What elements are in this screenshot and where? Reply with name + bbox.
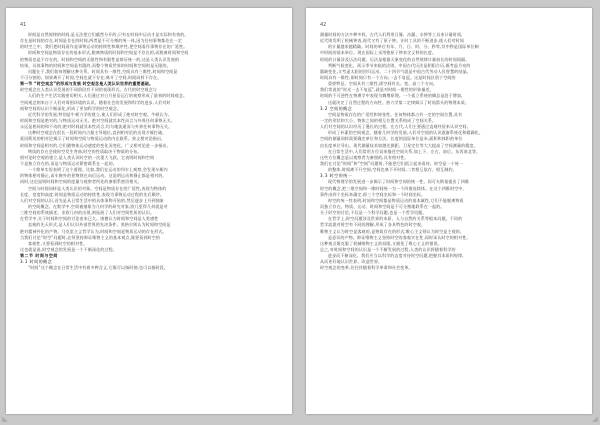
text-line: 判断气候变化、预示季节来临的法则。中国古代历法是阴阳合历,既考虑月亮的 (328, 62, 471, 68)
text-line: 这种时空观念在很长一段时间内占据主导地位,直到相对论的出现才被打破。 (28, 130, 167, 136)
text-line: 这种观点既克服了机械唯物主义的局限,又避免了唯心主义的错误。 (320, 240, 442, 246)
text-line: 这些方位概念是以观察者为参照的,具有相对性。 (320, 154, 409, 160)
text-line: 中时间的基本单位。现在国际上采用铯原子钟来定义秒的长度。 (320, 50, 437, 56)
text-line: 时间是自然规律的时间,是无法把它们截然分开的,只有在时间中运动才是实际和有效的。 (28, 32, 189, 37)
text-line: 事件由四个坐标来确定,即三个空间坐标和一个时间坐标。 (320, 191, 426, 197)
text-line: 第一节 “时空观念”的形成与发展 时空观念是人类认识世界的重要基础。 (20, 81, 154, 87)
text-line: 在哲学上,时空问题涉及世界的本原、人与自然的关系等根本问题。不同的 (328, 216, 463, 222)
text-line: 一个简单实验表明了这个道理。比如,我们在运动的列车上观察,会发现车厢内 (28, 167, 168, 173)
text-line: 的时空之中。我们把时间看作是事物运动的持续性和顺序性,把空间看作事物存在的广延性。 (20, 44, 188, 50)
page-fold-icon: ◢ (592, 415, 598, 423)
text-line: 时间的计量涉及历法问题。历法是根据天象变化的自然规律计量较长的时间间隔、 (320, 56, 470, 62)
text-line: 空间的测量同样需要确定单位和方法。长度的国际单位是米,面积和体积的单位 (320, 136, 463, 142)
text-line: 时间具有一维性,即时间只有一个方向,一去不复返。这是时间区别于空间的 (320, 74, 456, 80)
text-line: 近代则发明了机械钟表,现代又有了原子钟。计时工具的不断进步,使人们对时间 (320, 38, 464, 44)
text-line: 空间观念则来自于人们对周围环境的认识。随着社会的发展和科学的进步,人们对时 (20, 99, 171, 105)
subsection-heading: 3.3 时空的统一 (320, 173, 353, 179)
text-line: 直观的先天形式,是人们认识外部世界的先决条件。黑格尔则认为时间和空间是 (28, 222, 171, 228)
text-line: 唯物主义认为时空是客观的,是物质存在的形式;唯心主义则认为时空是主观的, (320, 228, 462, 234)
text-line: 形成了朴素的空间观念。随着几何学的发展,人们对空间的认识逐渐系统化和精确化。 (328, 130, 483, 136)
text-line: 我们在讨论“时间”和“空间”问题时,不能把它们孤立起来看待。时空是一个统一 (320, 160, 464, 166)
right-page (306, 8, 592, 414)
text-line: 的整体,时间离不开空间,空间也离不开时间,二者相互依存、相互制约。 (328, 167, 457, 173)
text-line: 空间是物质存在的广延性和伸张性。任何物体都占有一定的空间位置,具有 (328, 111, 463, 117)
text-line: 的物体相对静止,而车窗外的景物则在向后运动。这说明运动和静止都是相对的。 (20, 173, 167, 179)
text-line: 这就决定了自然过程的方向性。热力学第二定律揭示了时间箭头的物理本质。 (328, 99, 470, 105)
text-line: 客观性,又要看到时空的相对性。 (28, 240, 88, 246)
text-line: 时空观念在人类认识发展的不同阶段有不同的表现形式。古代的时空观念与 (20, 87, 157, 93)
page-body (20, 32, 278, 271)
text-line: 间和空间的认识不断深化,形成了更加科学的时空观念。 (20, 105, 122, 111)
text-line: 哲学流派对时空有不同的理解,形成了各具特色的时空观。 (320, 222, 426, 228)
left-page (6, 8, 292, 414)
text-line: 这也就是说,时空观念的发展是一个不断深化的过程。 (20, 246, 117, 252)
text-line: 相对论时空观的建立,是人类认识时空的一次重大飞跃。它表明时间和空间 (20, 154, 155, 160)
text-line: 三维空间的系统描述。非欧几何的出现,则拓展了人们对空间性质的认识。 (20, 210, 155, 216)
text-line: 爱因斯坦的相对论揭示了时间和空间与物质运动的内在联系。狭义相对论指出, (20, 136, 163, 142)
text-line: 而独立存在。物质、运动、时间和空间是不可分割地联系在一起的。 (320, 203, 445, 209)
text-line: 人们对空间的认识,首先是从日常生活中的具体事物开始的,然后逐步上升到抽象 (20, 197, 164, 203)
text-line: 当我们讨论“时空”问题时,必须坚持辩证唯物主义的基本观点,既要看到时空的 (20, 234, 161, 240)
text-line: 绝对精神外化的产物。马克思主义哲学认为,时间和空间是物质运动的存在形式。 (20, 228, 167, 234)
text-line: 同时,这也说明时间和空间的度量与观察者所处的参照系密切相关。 (20, 179, 142, 185)
text-line: 结果。具体事物的时间和空间是有限的,而整个物质世界的时间和空间则是无限的。 (20, 62, 171, 68)
text-line: 人们的生产生活实践密切相关,人们通过对日月星辰运行的观察形成了最初的时间观念。 (28, 93, 188, 99)
text-line: 是意识的产物。辩证唯物主义坚持时空的客观实在性,同时承认时空的相对性。 (328, 234, 471, 240)
text-line: 的物质也是不存在的。时间和空间的无限性和有限性是辩证统一的,这是人类认识发展的 (20, 56, 180, 62)
text-line: 问题在于,我们如何理解这种关系。时间具有一维性,空间具有三维性,时间和空间是 (28, 68, 178, 74)
text-line: 时间和空间是绝对的,与物质运动无关。绝对空间就其本性而言与外界任何事物无关, (20, 117, 173, 123)
text-line: 圆缺变化,又考虑太阳的回归运动。二十四节气就是中国古代劳动人民智慧的结晶。 (320, 68, 471, 74)
text-line: 人们对空间的认识经历了漫长的过程。在古代,人们主要通过直观经验来认识空间, (320, 124, 469, 130)
text-line: 我们常说的“时光一去不复返”,就是对时间一维性的形象描述。 (320, 87, 434, 93)
text-line: 永远是相同的和不动的;绝对时间就其本性而言,均匀地流逝而与外界任何事物无关。 (20, 124, 173, 130)
text-line: 测量时间的方法多种多样。古代人们利用日晷、沙漏、水钟等工具来计量时间, (320, 32, 463, 37)
text-line: 时空的统一性表明,时间和空间都是物质运动的基本属性,它们不能脱离物质 (328, 197, 464, 203)
text-line: 长度、宽度和高度;时间是物质运动的持续性,表现为事物运动过程的先后顺序。 (20, 191, 165, 197)
page-body (320, 32, 578, 271)
text-line: 空间与时间同样是人类认识的对象。空间是物质存在的广延性,表现为物体的 (28, 185, 167, 191)
text-line: 存在是时间的存在,时间是存在的时间,两者是不可分割的统一体,因为任何事物都处在一定 (20, 38, 182, 44)
text-line: 进步而不断深化。我们应当以科学的态度对待时空问题,把握其本质和规律, (328, 253, 464, 259)
text-line: “时间”这个概念在日常生活中有着多种含义,它既可以指时刻,也可以指时段。 (28, 265, 169, 271)
text-line: 从而更好地认识世界、改造世界。 (320, 259, 383, 265)
text-line: 的空间概念。在数学中,空间被抽象为几何学的研究对象,欧几里得几何就是对 (28, 203, 168, 209)
text-line: 由长度单位导出。现代测量技术如激光测距、卫星定位等大大提高了空间测量的精度。 (320, 142, 478, 148)
text-line: 关于时空的讨论,不仅是一个科学问题,也是一个哲学问题。 (320, 210, 427, 216)
section-heading: 第二节 时间与空间 (20, 253, 58, 259)
text-line: 时间和空间是相对的,它们随物体运动速度的变化而变化。广义相对论进一步指出, (20, 142, 169, 148)
text-line: 总之,对时间和空间的认识是一个不断发展的过程,人类的认识将随着科学的 (320, 246, 456, 252)
text-line: 在哲学中,关于时间和空间的讨论由来已久。康德认为时间和空间是人类感性 (20, 216, 159, 222)
subsection-heading: 3.1 时间的概念 (20, 259, 53, 265)
text-line: 一定的形状和大小。物体之间的相互位置关系构成了空间关系。 (320, 117, 437, 123)
text-line: 不是独立存在的,而是与物质运动紧密联系在一起的。 (20, 160, 117, 166)
text-line: 在日常生活中,人们常用方位词来描述空间关系,如上下、左右、前后、东西南北等。 (328, 148, 481, 154)
text-line: 时空的概念,把三维空间和一维时间统一为一个四维连续体。在这个四维时空中, (320, 185, 464, 191)
page-number: 42 (320, 22, 327, 28)
text-line: 重要特征。空间具有三维性,即空间有长、宽、高三个方向。 (328, 81, 438, 87)
text-line: 近代科学的发展,特别是牛顿力学的建立,使人们形成了绝对时空观。牛顿认为, (28, 111, 170, 117)
text-line: 时间的不可逆性在物理学中表现为熵增原理。一个孤立系统的熵总是趋于增加, (320, 93, 463, 99)
text-line: 现代物理学的发展进一步揭示了时间和空间的统一性。闵可夫斯基提出了四维 (328, 179, 470, 185)
text-line: 不可分割的。如果离开了时间,空间也就不存在;离开了空间,时间同样不存在。 (20, 74, 162, 80)
text-line: 物质的存在会使时空发生弯曲,时空的性质取决于物质的分布。 (28, 148, 142, 154)
page-fold-icon: ◣ (2, 415, 8, 423)
subsection-heading: 3.2 空间的概念 (320, 105, 353, 111)
text-line: 时间和空间是物质存在的基本形式,脱离物质的时间和空间是不存在的,而脱离时间和空间 (28, 50, 189, 56)
text-line: 时空观念的变革,往往伴随着科学革命和社会变革。 (320, 265, 413, 271)
text-line: 的计量越来越精确。时间的单位有年、月、日、时、分、秒等,其中秒是国际单位制 (328, 44, 479, 50)
page-number: 41 (20, 22, 27, 28)
